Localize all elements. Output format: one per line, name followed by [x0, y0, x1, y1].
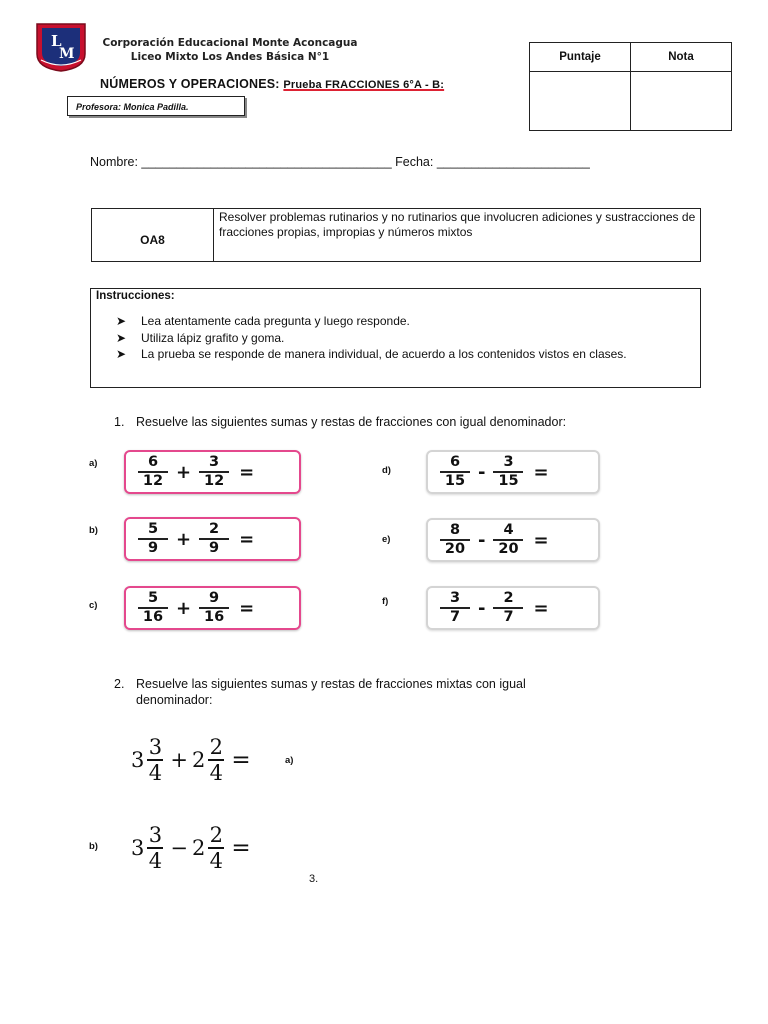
question-text-line2: denominador: [136, 693, 213, 707]
fraction: 3 4 [148, 735, 163, 785]
question-number: 1. [114, 415, 125, 429]
instruction-item: ➤ Utiliza lápiz grafito y goma. [116, 330, 285, 345]
objective-box [91, 208, 701, 262]
operator: - [478, 597, 486, 619]
arrow-bullet-icon: ➤ [116, 330, 127, 345]
arrow-bullet-icon: ➤ [116, 347, 127, 361]
fraction: $\frac{2}{7}$ [493, 591, 523, 626]
fraction: 2 4 [209, 735, 224, 785]
fraction-exercise-a[interactable] [124, 450, 301, 494]
instructions-title: Instrucciones: [96, 290, 175, 302]
fraction: $\frac{8}{20}$ [440, 523, 470, 558]
fraction: $\frac{3}{15}$ [493, 455, 523, 490]
svg-text:L: L [51, 32, 62, 50]
score-cell[interactable] [530, 72, 631, 131]
exam-title [100, 77, 444, 91]
instruction-item: ➤ Lea atentamente cada pregunta y luego responde. [116, 314, 410, 328]
arrow-bullet-icon: ➤ [116, 314, 127, 328]
name-date-line[interactable]: Nombre: ____________________________________ Fecha: ______________________ [90, 155, 590, 169]
fraction-exercise-b[interactable] [124, 517, 301, 561]
equals-sign: = [239, 461, 255, 483]
question-2 [114, 676, 526, 708]
exercise-label: e) [382, 534, 391, 545]
equals-sign: = [533, 461, 549, 483]
exercise-label: f) [382, 596, 389, 607]
exercise-label: a) [89, 458, 98, 469]
fraction: $\frac{4}{20}$ [493, 523, 523, 558]
title-subject: Prueba FRACCIONES 6°A - B: [283, 79, 445, 91]
fraction: $\frac{2}{9}$ [199, 522, 229, 557]
fraction: $\frac{6}{12}$ [138, 455, 168, 490]
fraction: $\frac{6}{15}$ [440, 455, 470, 490]
corporation-name: Corporación Educacional Monte Aconcagua [102, 37, 358, 49]
instruction-item: ➤ La prueba se responde de manera individual, de acuerdo a los contenidos vistos en clases. [116, 347, 627, 361]
equals-sign: = [239, 528, 255, 550]
objective-code: OA8 [92, 209, 214, 261]
equals-sign: = [533, 597, 549, 619]
grade-cell[interactable] [631, 72, 732, 131]
fraction: $\frac{5}{9}$ [138, 522, 168, 557]
question-number: 2. [114, 677, 125, 691]
fraction-exercise-e[interactable] [426, 518, 600, 562]
equals-sign: = [533, 529, 549, 551]
fraction: $\frac{3}{12}$ [199, 455, 229, 490]
svg-text:M: M [59, 46, 75, 62]
question-text-line1: Resuelve las siguientes sumas y restas de fracciones mixtas con igual [136, 677, 526, 691]
operator: + [176, 528, 192, 550]
teacher-label: Profesora: Monica Padilla. [67, 96, 245, 116]
operator: - [478, 461, 486, 483]
title-prefix: NÚMEROS Y OPERACIONES: [100, 77, 280, 91]
question-text: Resuelve las siguientes sumas y restas de fracciones con igual denominador: [136, 415, 567, 429]
objective-text: Resolver problemas rutinarios y no rutinarios que involucren adiciones y sustracciones de fracciones propias, impropias y números mixtos [219, 210, 696, 239]
operator: - [478, 529, 486, 551]
mixed-exercise-b[interactable]: 3 3 4 − 2 2 4 = [131, 823, 251, 873]
operator: + [176, 461, 192, 483]
fraction: $\frac{3}{7}$ [440, 591, 470, 626]
exercise-label: b) [89, 525, 98, 536]
exercise-label: c) [89, 600, 98, 611]
school-name: Liceo Mixto Los Andes Básica N°1 [130, 51, 330, 63]
instructions-box [90, 288, 701, 388]
fraction: $\frac{9}{16}$ [199, 591, 229, 626]
fraction: $\frac{5}{16}$ [138, 591, 168, 626]
instructions-list [116, 314, 691, 364]
fraction-exercise-c[interactable] [124, 586, 301, 630]
exercise-label: d) [382, 465, 391, 476]
fraction-exercise-f[interactable] [426, 586, 600, 630]
question-3-number: 3. [309, 873, 319, 885]
score-header: Puntaje [530, 43, 631, 72]
equals-sign: = [239, 597, 255, 619]
question-1 [114, 414, 566, 430]
exercise-label: a) [285, 755, 294, 766]
exercise-label: b) [89, 841, 98, 852]
operator: + [176, 597, 192, 619]
grade-header: Nota [631, 43, 732, 72]
fraction: 3 4 [148, 823, 163, 873]
fraction: 2 4 [209, 823, 224, 873]
fraction-exercise-d[interactable] [426, 450, 600, 494]
mixed-exercise-a[interactable]: 3 3 4 + 2 2 4 = [131, 735, 251, 785]
score-table [529, 42, 732, 131]
